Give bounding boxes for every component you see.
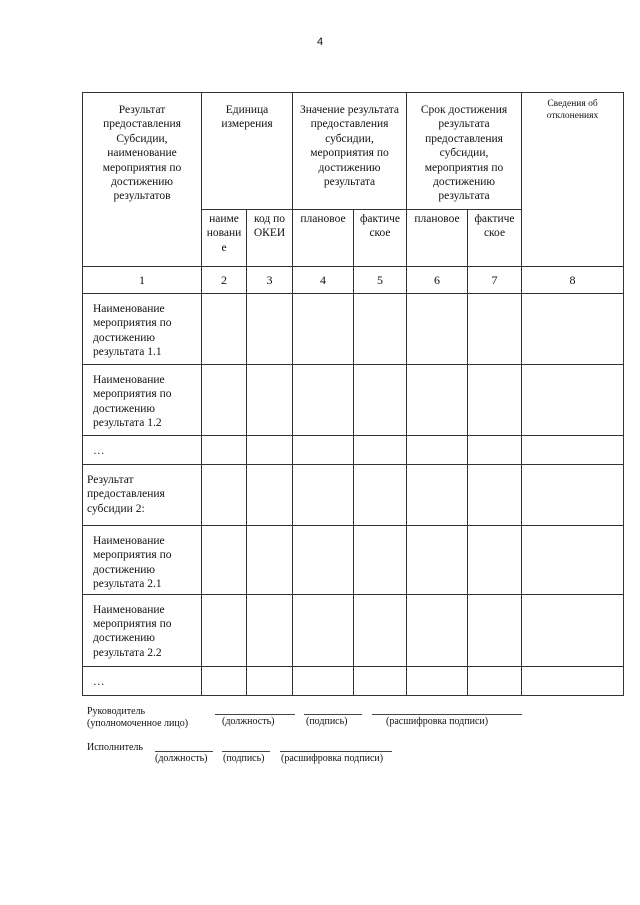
table-row xyxy=(83,594,624,666)
column-number-row xyxy=(83,267,624,294)
header-value-group: Значение результата предоставления субсидии, мероприятия по достижению результата xyxy=(293,93,407,210)
header-value-actual: фактиче ское xyxy=(354,210,407,267)
table-cell xyxy=(522,594,624,666)
table-cell xyxy=(247,436,293,465)
head-signature-title xyxy=(87,706,188,730)
table-cell xyxy=(468,666,522,695)
table-row xyxy=(83,666,624,695)
header-value-planned: плановое xyxy=(293,210,354,267)
row-label: Наименование мероприятия по достижению результата 1.2 xyxy=(83,365,202,436)
table-cell xyxy=(354,436,407,465)
head-title-line1: Руководитель xyxy=(87,706,146,717)
table-cell xyxy=(468,436,522,465)
table-cell xyxy=(468,594,522,666)
table-cell xyxy=(522,294,624,365)
table-cell xyxy=(468,465,522,526)
table-cell xyxy=(522,436,624,465)
exec-signature-line xyxy=(222,751,270,752)
row-label: Наименование мероприятия по достижению результата 2.1 xyxy=(83,526,202,595)
table-cell xyxy=(293,294,354,365)
table-cell xyxy=(354,526,407,595)
table-cell xyxy=(468,294,522,365)
signature-caption: (подпись) xyxy=(306,716,348,727)
header-unit-group: Единица измерения xyxy=(202,93,293,210)
result-group-label: Результат предоставления субсидии 2: xyxy=(83,465,202,526)
exec-position-caption: (должность) xyxy=(155,753,208,764)
table-cell xyxy=(407,436,468,465)
table-row xyxy=(83,526,624,595)
position-line xyxy=(215,714,295,715)
table-cell xyxy=(247,526,293,595)
table-cell xyxy=(247,594,293,666)
table-cell xyxy=(468,365,522,436)
row-label: Наименование мероприятия по достижению результата 2.2 xyxy=(83,594,202,666)
row-label: … xyxy=(83,666,202,695)
table-cell xyxy=(293,666,354,695)
decoding-caption: (расшифровка подписи) xyxy=(386,716,489,727)
exec-decoding-line xyxy=(280,751,392,752)
position-caption: (должность) xyxy=(222,716,275,727)
table-cell xyxy=(407,465,468,526)
signature-line xyxy=(304,714,362,715)
table-cell xyxy=(354,465,407,526)
row-label: … xyxy=(83,436,202,465)
table-cell xyxy=(354,666,407,695)
table-cell xyxy=(407,526,468,595)
header-unit-code: код по ОКЕИ xyxy=(247,210,293,267)
column-number: 6 xyxy=(407,267,468,294)
row-label: Наименование мероприятия по достижению результата 1.1 xyxy=(83,294,202,365)
table-row xyxy=(83,294,624,365)
table-cell xyxy=(202,465,247,526)
table-cell xyxy=(293,365,354,436)
header-deviations: Сведения об отклонениях xyxy=(522,93,624,267)
header-deadline-group: Срок достижения результата предоставления субсидии, мероприятия по достижению результата xyxy=(407,93,522,210)
table-cell xyxy=(202,294,247,365)
table-cell xyxy=(522,465,624,526)
table-cell xyxy=(293,526,354,595)
head-title-line2: (уполномоченное лицо) xyxy=(87,718,189,729)
table-cell xyxy=(293,594,354,666)
table-cell xyxy=(293,436,354,465)
results-table xyxy=(82,92,624,696)
table-cell xyxy=(522,365,624,436)
column-number: 8 xyxy=(522,267,624,294)
executor-title: Исполнитель xyxy=(87,742,143,753)
table-cell xyxy=(407,594,468,666)
table-cell xyxy=(293,465,354,526)
column-number: 4 xyxy=(293,267,354,294)
column-number: 1 xyxy=(83,267,202,294)
exec-decoding-caption: (расшифровка подписи) xyxy=(281,753,384,764)
table-row xyxy=(83,465,624,526)
table-cell xyxy=(468,526,522,595)
table-row xyxy=(83,436,624,465)
table-cell xyxy=(202,365,247,436)
decoding-line xyxy=(372,714,522,715)
table-cell xyxy=(354,594,407,666)
column-number: 3 xyxy=(247,267,293,294)
table-cell xyxy=(522,666,624,695)
exec-position-line xyxy=(155,751,213,752)
table-cell xyxy=(247,294,293,365)
table-cell xyxy=(522,526,624,595)
table-cell xyxy=(407,666,468,695)
table-cell xyxy=(407,365,468,436)
table-cell xyxy=(247,365,293,436)
table-cell xyxy=(202,436,247,465)
column-number: 7 xyxy=(468,267,522,294)
header-unit-name: наиме новани е xyxy=(202,210,247,267)
table-cell xyxy=(407,294,468,365)
header-deadline-actual: фактиче ское xyxy=(468,210,522,267)
table-row xyxy=(83,365,624,436)
table-cell xyxy=(354,365,407,436)
page-number: 4 xyxy=(316,36,324,48)
header-result-col: Результат предоставления Субсидии, наименование мероприятия по достижению результатов xyxy=(83,93,202,267)
column-number: 2 xyxy=(202,267,247,294)
table-cell xyxy=(354,294,407,365)
table-cell xyxy=(202,526,247,595)
header-deadline-planned: плановое xyxy=(407,210,468,267)
exec-signature-caption: (подпись) xyxy=(223,753,265,764)
table-cell xyxy=(202,594,247,666)
table-cell xyxy=(202,666,247,695)
table-cell xyxy=(247,465,293,526)
table-cell xyxy=(247,666,293,695)
column-number: 5 xyxy=(354,267,407,294)
